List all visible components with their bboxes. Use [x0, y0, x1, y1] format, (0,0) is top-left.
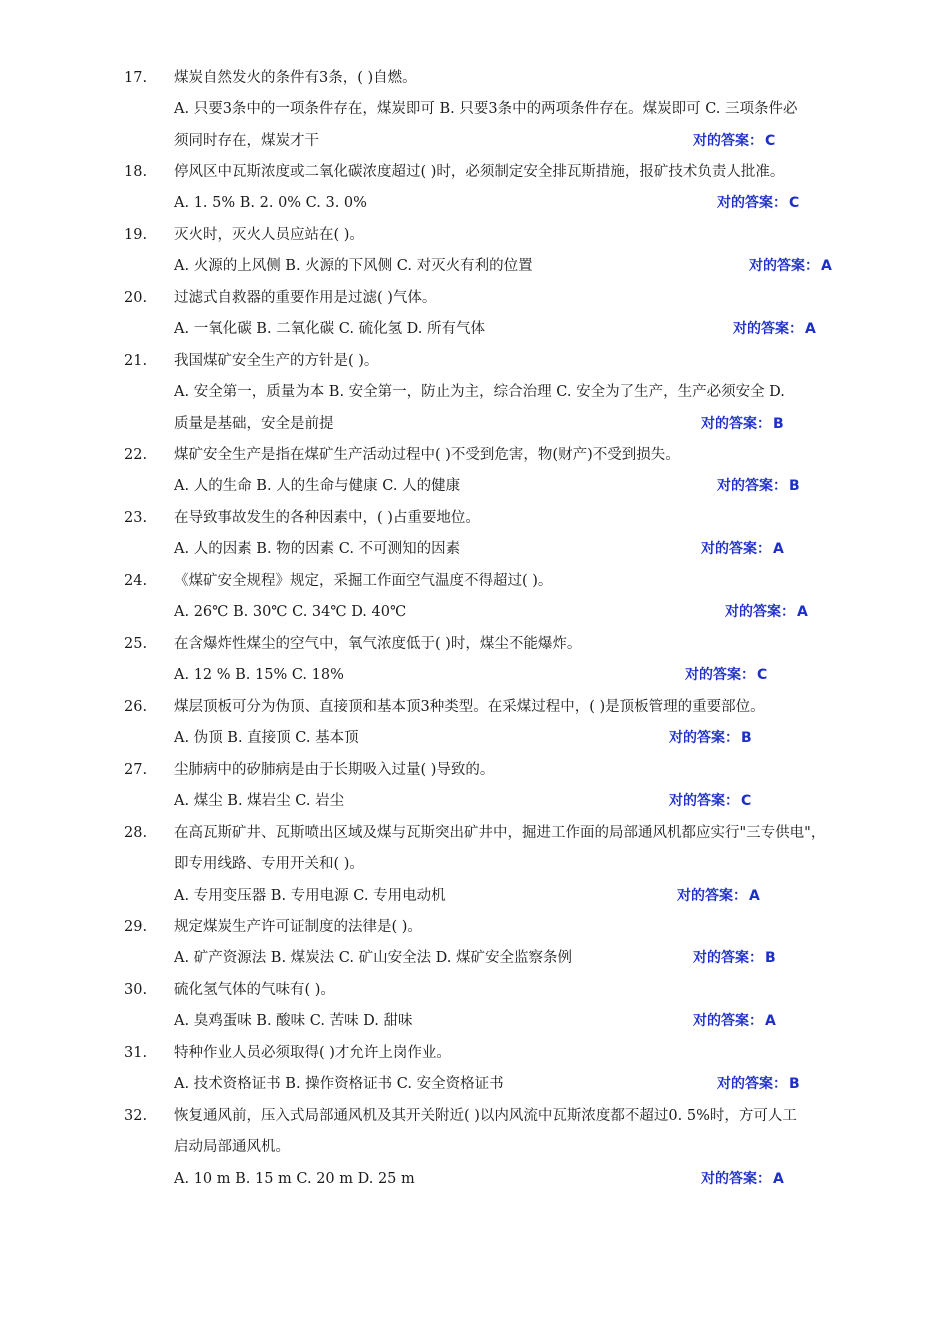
- options-text: A. 煤尘 B. 煤岩尘 C. 岩尘: [174, 793, 345, 810]
- answer-value: A: [773, 541, 784, 558]
- question-line: [0, 695, 950, 719]
- correct-answer: [685, 663, 767, 687]
- options-text: 须同时存在，煤炭才干: [174, 132, 319, 149]
- question-line: [0, 223, 950, 247]
- options-line: [0, 884, 950, 908]
- question-text: 规定煤炭生产许可证制度的法律是( )。: [174, 919, 422, 935]
- question-line: [0, 506, 950, 530]
- question-line: [0, 66, 950, 90]
- correct-answer: [693, 946, 776, 970]
- question-line: [0, 160, 950, 184]
- question-number: 18.: [124, 164, 148, 180]
- answer-label: 对的答案：: [717, 1076, 787, 1093]
- question-line: [0, 852, 950, 876]
- question-text: 我国煤矿安全生产的方针是( )。: [174, 353, 379, 369]
- question-text: 在导致事故发生的各种因素中，( )占重要地位。: [174, 510, 480, 526]
- answer-label: 对的答案：: [677, 887, 747, 904]
- question-text: 煤炭自然发火的条件有3条，( )自燃。: [174, 70, 417, 86]
- options-text: A. 技术资格证书 B. 操作资格证书 C. 安全资格证书: [174, 1076, 504, 1093]
- options-text: A. 人的生命 B. 人的生命与健康 C. 人的健康: [174, 478, 461, 495]
- options-line: [0, 663, 950, 687]
- correct-answer: [733, 317, 816, 341]
- answer-label: 对的答案：: [725, 604, 795, 621]
- options-line: [0, 412, 950, 436]
- question-text: 灭火时，灭火人员应站在( )。: [174, 227, 364, 243]
- options-text: A. 臭鸡蛋味 B. 酸味 C. 苦味 D. 甜味: [174, 1013, 413, 1030]
- answer-label: 对的答案：: [693, 950, 763, 967]
- answer-value: B: [765, 950, 776, 967]
- answer-label: 对的答案：: [701, 541, 771, 558]
- answer-label: 对的答案：: [701, 415, 771, 432]
- question-line: [0, 349, 950, 373]
- question-line: [0, 821, 950, 845]
- question-number: 19.: [124, 227, 148, 243]
- question-text: 过滤式自救器的重要作用是过滤( )气体。: [174, 290, 437, 306]
- options-text: A. 人的因素 B. 物的因素 C. 不可测知的因素: [174, 541, 461, 558]
- options-text: A. 26℃ B. 30℃ C. 34℃ D. 40℃: [174, 604, 407, 621]
- options-line: [0, 537, 950, 561]
- options-text: A. 火源的上风侧 B. 火源的下风侧 C. 对灭火有利的位置: [174, 258, 533, 275]
- options-line: [0, 946, 950, 970]
- question-text: 停风区中瓦斯浓度或二氧化碳浓度超过( )时，必须制定安全排瓦斯措施，报矿技术负责人批准。: [174, 164, 785, 180]
- question-line: [0, 978, 950, 1002]
- answer-label: 对的答案：: [717, 478, 787, 495]
- answer-value: A: [773, 1170, 784, 1187]
- options-text: A. 1. 5% B. 2. 0% C. 3. 0%: [174, 195, 367, 212]
- question-line: [0, 569, 950, 593]
- question-text: 启动局部通风机。: [174, 1139, 290, 1156]
- answer-value: B: [741, 730, 752, 747]
- options-text: A. 矿产资源法 B. 煤炭法 C. 矿山安全法 D. 煤矿安全监察条例: [174, 950, 573, 967]
- options-text: A. 伪顶 B. 直接顶 C. 基本顶: [174, 730, 359, 747]
- question-number: 31.: [124, 1045, 148, 1061]
- correct-answer: [717, 191, 799, 215]
- question-number: 27.: [124, 762, 148, 778]
- answer-value: A: [749, 887, 760, 904]
- options-line: [0, 474, 950, 498]
- question-line: [0, 1104, 950, 1128]
- question-line: [0, 286, 950, 310]
- question-text: 在高瓦斯矿井、瓦斯喷出区域及煤与瓦斯突出矿井中，掘进工作面的局部通风机都应实行"三专供电"，: [174, 825, 826, 841]
- question-number: 29.: [124, 919, 148, 935]
- answer-label: 对的答案：: [685, 667, 755, 684]
- correct-answer: [701, 537, 784, 561]
- question-text: 恢复通风前，压入式局部通风机及其开关附近( )以内风流中瓦斯浓度都不超过0. 5%时，方可人工: [174, 1108, 797, 1124]
- answer-label: 对的答案：: [669, 793, 739, 810]
- options-line: [0, 380, 950, 404]
- correct-answer: [717, 1072, 800, 1096]
- question-line: [0, 443, 950, 467]
- question-number: 22.: [124, 447, 148, 463]
- options-text: 质量是基础，安全是前提: [174, 415, 334, 432]
- options-line: [0, 1072, 950, 1096]
- question-text: 在含爆炸性煤尘的空气中，氧气浓度低于( )时，煤尘不能爆炸。: [174, 636, 582, 652]
- question-text: 即专用线路、专用开关和( )。: [174, 856, 364, 873]
- question-number: 20.: [124, 290, 148, 306]
- answer-value: A: [805, 321, 816, 338]
- options-line: [0, 191, 950, 215]
- options-line: [0, 1167, 950, 1191]
- question-number: 28.: [124, 825, 148, 841]
- answer-value: C: [741, 793, 752, 810]
- question-line: [0, 758, 950, 782]
- question-number: 23.: [124, 510, 148, 526]
- question-text: 煤矿安全生产是指在煤矿生产活动过程中( )不受到危害，物(财产)不受到损失。: [174, 447, 680, 463]
- answer-value: B: [789, 478, 800, 495]
- correct-answer: [717, 474, 800, 498]
- answer-label: 对的答案：: [693, 1013, 763, 1030]
- options-line: [0, 97, 950, 121]
- options-line: [0, 600, 950, 624]
- options-text: A. 12 % B. 15% C. 18%: [174, 667, 344, 684]
- answer-label: 对的答案：: [733, 321, 803, 338]
- answer-value: A: [821, 258, 832, 275]
- question-line: [0, 1135, 950, 1159]
- options-line: [0, 317, 950, 341]
- question-number: 25.: [124, 636, 148, 652]
- correct-answer: [701, 1167, 784, 1191]
- answer-value: A: [797, 604, 808, 621]
- question-text: 煤层顶板可分为伪顶、直接顶和基本顶3种类型。在采煤过程中，( )是顶板管理的重要部位。: [174, 699, 765, 715]
- question-line: [0, 1041, 950, 1065]
- question-number: 21.: [124, 353, 148, 369]
- correct-answer: [677, 884, 760, 908]
- correct-answer: [749, 254, 832, 278]
- question-line: [0, 632, 950, 656]
- question-number: 32.: [124, 1108, 148, 1124]
- question-text: 特种作业人员必须取得( )才允许上岗作业。: [174, 1045, 451, 1061]
- answer-label: 对的答案：: [693, 132, 763, 149]
- options-line: [0, 1009, 950, 1033]
- answer-value: C: [757, 667, 768, 684]
- correct-answer: [693, 129, 775, 153]
- answer-value: B: [773, 415, 784, 432]
- options-text: A. 10 m B. 15 m C. 20 m D. 25 m: [174, 1170, 415, 1187]
- answer-label: 对的答案：: [717, 195, 787, 212]
- options-text: A. 安全第一，质量为本 B. 安全第一，防止为主，综合治理 C. 安全为了生产，生产必须安全 D.: [174, 384, 785, 401]
- options-line: [0, 254, 950, 278]
- question-number: 30.: [124, 982, 148, 998]
- answer-label: 对的答案：: [701, 1170, 771, 1187]
- question-number: 24.: [124, 573, 148, 589]
- question-text: 《煤矿安全规程》规定，采掘工作面空气温度不得超过( )。: [174, 573, 553, 589]
- answer-value: C: [789, 195, 800, 212]
- question-line: [0, 915, 950, 939]
- question-number: 26.: [124, 699, 148, 715]
- correct-answer: [693, 1009, 776, 1033]
- options-line: [0, 789, 950, 813]
- correct-answer: [701, 412, 784, 436]
- answer-value: B: [789, 1076, 800, 1093]
- answer-value: C: [765, 132, 776, 149]
- correct-answer: [669, 726, 752, 750]
- options-text: A. 专用变压器 B. 专用电源 C. 专用电动机: [174, 887, 446, 904]
- options-line: [0, 129, 950, 153]
- correct-answer: [669, 789, 751, 813]
- answer-value: A: [765, 1013, 776, 1030]
- question-number: 17.: [124, 70, 148, 86]
- options-text: A. 只要3条中的一项条件存在，煤炭即可 B. 只要3条中的两项条件存在。煤炭即可 C. 三项条件必: [174, 101, 798, 118]
- answer-label: 对的答案：: [749, 258, 819, 275]
- options-line: [0, 726, 950, 750]
- answer-label: 对的答案：: [669, 730, 739, 747]
- question-text: 硫化氢气体的气味有( )。: [174, 982, 335, 998]
- question-text: 尘肺病中的矽肺病是由于长期吸入过量( )导致的。: [174, 762, 495, 778]
- options-text: A. 一氧化碳 B. 二氧化碳 C. 硫化氢 D. 所有气体: [174, 321, 486, 338]
- correct-answer: [725, 600, 808, 624]
